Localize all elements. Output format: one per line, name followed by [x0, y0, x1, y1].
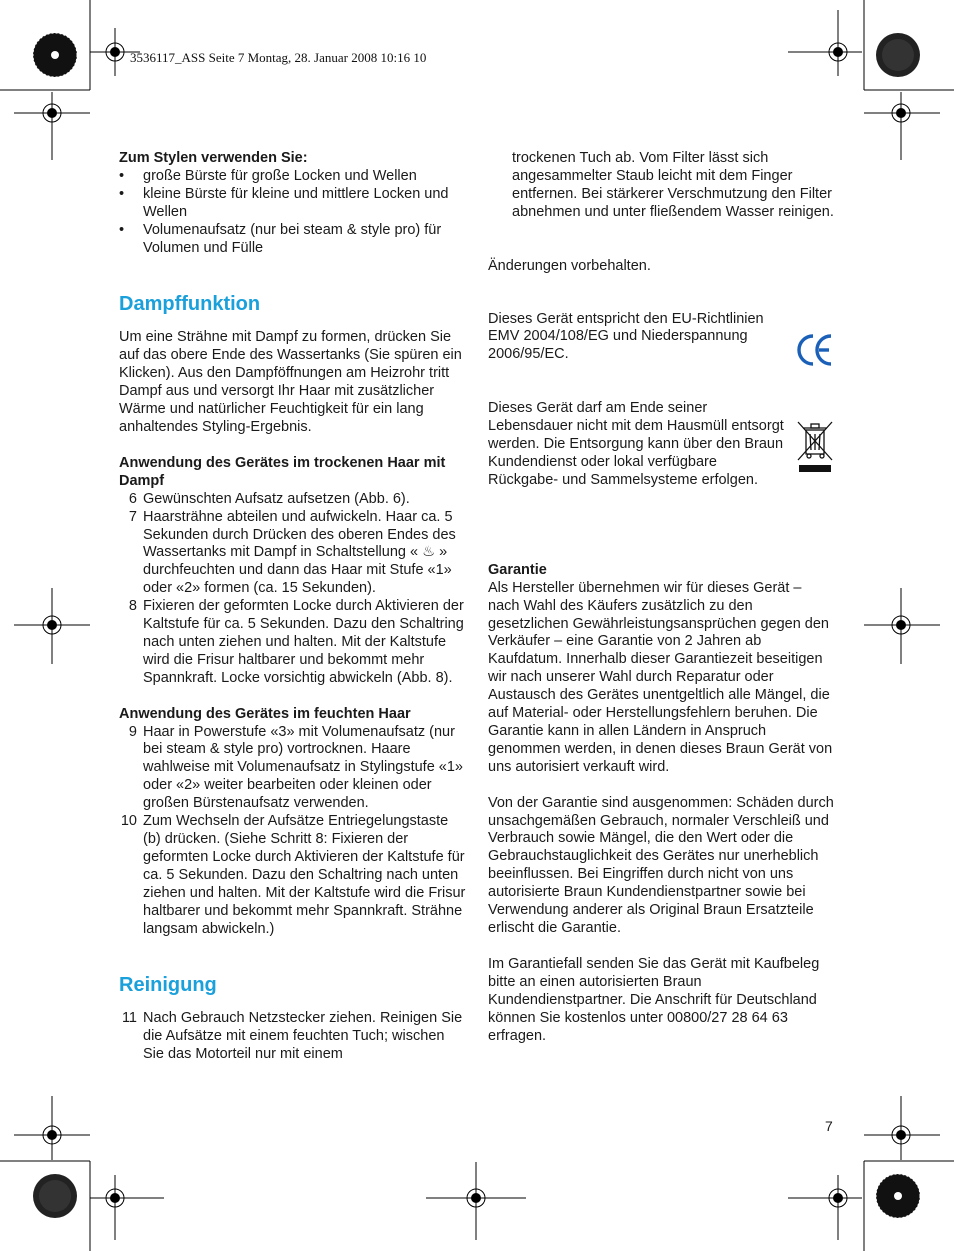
- step-text: Haarsträhne abteilen und aufwickeln. Haar ca. 5 Sekunden durch Drücken des oberen Endes des Wassertanks mit Dampf in Schaltstellung « ♨ » durchfeuchten und dann das Haar mit Stufe «1» oder «2» formen (ca. 15 Sekunden).: [143, 508, 456, 597]
- step-text: Haar in Powerstufe «3» mit Volumenaufsatz (nur bei steam & style pro) vortrocknen. Haare wahlweise mit Volumenaufsatz in Stylingstufe «1» oder «2» weiter bearbeiten oder kleinen oder großen Bürstenaufsatz verwenden.: [143, 723, 463, 812]
- step-number: 8: [128, 598, 137, 615]
- list-item-text: kleine Bürste für kleine und mittlere Locken und Wellen: [143, 185, 449, 220]
- step-item: [119, 1010, 469, 1064]
- weee-disposal: Dieses Gerät darf am Ende seiner Lebensdauer nicht mit dem Hausmüll entsorgt werden. Die Entsorgung kann über den Braun Kundendienst oder lokal verfügbare Rückgabe- und Sammelsysteme erfolgen.: [488, 400, 784, 488]
- section-title-reinigung: Reinigung: [119, 974, 217, 997]
- styling-list: [119, 168, 469, 258]
- crossed-bin-icon: [796, 420, 834, 474]
- eu-conformity: Dieses Gerät entspricht den EU-Richtlinien EMV 2004/108/EG und Niederspannung 2006/95/EC.: [488, 310, 764, 363]
- step-item: [119, 509, 469, 599]
- garantie-heading: Garantie: [488, 561, 547, 578]
- dampf-intro: Um eine Strähne mit Dampf zu formen, drücken Sie auf das obere Ende des Wassertanks (Sie spüren ein Klicken). Aus den Dampföffnungen am Heizrohr tritt Dampf aus und versorgt Ihr Haar mit zusätzlicher Wärme und natürlicher Feuchtigkeit für ein lang anhaltendes Styling-Ergebnis.: [119, 329, 462, 435]
- changes-note: Änderungen vorbehalten.: [488, 257, 651, 274]
- list-item: [119, 186, 469, 222]
- garantie-paragraph: Als Hersteller übernehmen wir für dieses Gerät – nach Wahl des Käufers zusätzlich zu den gesetzlichen Gewährleistungsansprüchen gegen den Verkäufer – eine Garantie von 2 Jahren ab Kaufdatum. Innerhalb dieser Garantiezeit beseitigen wir nach unserer Wahl durch Reparatur oder Austausch des Gerätes unentgeltlich alle Mängel, die auf Material- oder Herstellungsfehlern beruhen. Die Garantie kann in allen Ländern in Anspruch genommen werden, in denen dieses Braun Gerät von uns autorisiert verkauft wird.: [488, 579, 833, 775]
- step-item: [119, 724, 469, 814]
- print-slug: 3536117_ASS Seite 7 Montag, 28. Januar 2008 10:16 10: [130, 50, 427, 65]
- list-item-text: Volumenaufsatz (nur bei steam & style pro) für Volumen und Fülle: [143, 221, 442, 256]
- step-number: 10: [120, 813, 137, 830]
- step-item: [119, 598, 469, 688]
- right-column: [488, 150, 836, 1045]
- list-item: [119, 222, 469, 258]
- garantie-paragraph: Im Garantiefall senden Sie das Gerät mit Kaufbeleg bitte an einen autorisierten Braun Kundendienstpartner. Die Anschrift für Deutschland können Sie kostenlos unter 00800/27 28 64 63 erfragen.: [488, 955, 820, 1044]
- step-number: 7: [128, 508, 137, 525]
- ce-mark-icon: [795, 332, 835, 368]
- bullet: •: [119, 185, 125, 202]
- bullet: •: [119, 167, 125, 184]
- section-title-dampffunktion: Dampffunktion: [119, 293, 261, 316]
- page-number: 7: [825, 1118, 833, 1134]
- step-number: 9: [128, 723, 137, 740]
- garantie-paragraph: Von der Garantie sind ausgenommen: Schäden durch unsachgemäßen Gebrauch, normaler Verschleiß und Verbrauch sowie Mängel, die den Wert oder die Gebrauchstauglichkeit des Gerätes nur unerheblich beeinflussen. Bei Eingriffen durch nicht von uns autorisierte Braun Kundendienstpartner sowie bei Verwendung anderer als Original Braun Ersatzteile erlischt die Garantie.: [488, 794, 834, 936]
- step-item: [119, 813, 469, 938]
- wet-hair-heading: Anwendung des Gerätes im feuchten Haar: [119, 705, 411, 722]
- dry-hair-heading: Anwendung des Gerätes im trockenen Haar mit Dampf: [119, 454, 446, 489]
- list-item: [119, 168, 469, 186]
- step-text: Fixieren der geformten Locke durch Aktivieren der Kaltstufe für ca. 5 Sekunden. Dazu den Schaltring nach unten ziehen und halten. Mit der Kaltstufe wird die Frisur haltbarer und bekommt mehr Spannkraft. Locke vorsichtig abwickeln (Abb. 8).: [143, 598, 464, 686]
- bullet: •: [119, 221, 125, 238]
- step-text: Zum Wechseln der Aufsätze Entriegelungstaste (b) drücken. (Siehe Schritt 8: Fixieren der geformten Locke durch Aktivieren der Kaltstufe für ca. 5 Sekunden. Dazu den Schaltring nach unten ziehen und halten. Mit der Kaltstufe wird die Frisur haltbarer und bekommt mehr Spannkraft. Strähne langsam abwickeln.): [143, 813, 466, 937]
- step-item: [119, 491, 469, 509]
- list-item-text: große Bürste für große Locken und Wellen: [143, 167, 417, 184]
- step-number: 6: [128, 490, 137, 507]
- cleaning-continued: trockenen Tuch ab. Vom Filter lässt sich angesammelter Staub leicht mit dem Finger entfernen. Bei stärkerer Verschmutzung den Filter abnehmen und unter fließendem Wasser reinigen.: [512, 150, 834, 220]
- step-text: Gewünschten Aufsatz aufsetzen (Abb. 6).: [143, 490, 410, 507]
- left-column: [119, 150, 469, 1064]
- step-number: 11: [121, 1010, 137, 1027]
- step-text: Nach Gebrauch Netzstecker ziehen. Reinigen Sie die Aufsätze mit einem feuchten Tuch; wischen Sie das Motorteil nur mit einem: [143, 1010, 463, 1063]
- styling-heading: Zum Stylen verwenden Sie:: [119, 150, 308, 166]
